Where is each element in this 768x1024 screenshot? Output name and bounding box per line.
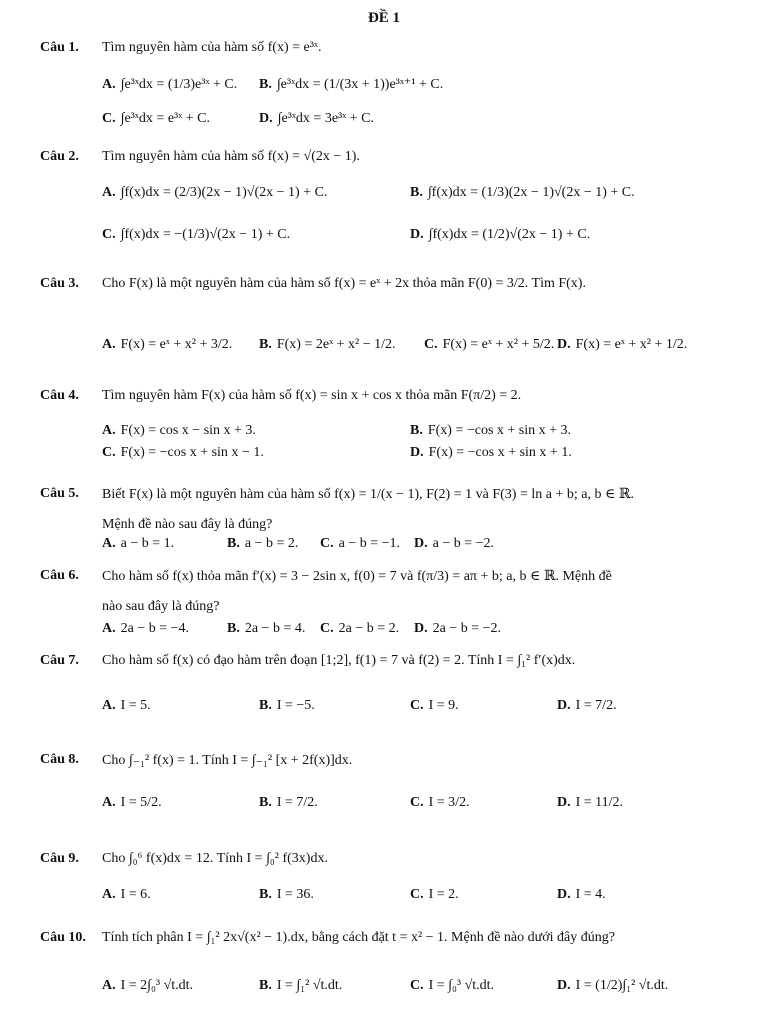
question-8 [40,748,740,772]
option-text: F(x) = eˣ + x² + 3/2. [120,337,233,352]
question-text: Tìm nguyên hàm của hàm số f(x) = e³ˣ. [102,40,322,55]
option-label: B. [259,77,272,92]
option-label: B. [227,621,240,636]
question-text: Cho hàm số f(x) thỏa mãn f′(x) = 3 − 2sin x, f(0) = 7 và f(π/3) = aπ + b; a, b ∈ ℝ. Mệnh đề [102,568,612,584]
question-9 [40,847,740,871]
question-4 [40,384,740,408]
option-text: F(x) = −cos x + sin x + 1. [428,445,572,460]
question-3 [40,272,740,296]
option-text: a − b = 1. [120,536,175,551]
option-label: C. [102,445,116,460]
option-text: I = 5/2. [120,795,162,810]
option-text: I = ∫₁² √t.dt. [276,978,343,993]
options-row [102,334,722,356]
option-text: ∫e³ˣdx = (1/(3x + 1))e³ˣ⁺¹ + C. [276,77,444,92]
question-number: Câu 7. [40,653,79,668]
question-5 [40,482,740,536]
question-text-continued: nào sau đây là đúng? [102,599,220,614]
options-row [102,884,722,906]
question-text: Biết F(x) là một nguyên hàm của hàm số f(x) = 1/(x − 1), F(2) = 1 và F(3) = ln a + b; a, b ∈ ℝ. [102,486,634,502]
option-label: D. [410,227,424,242]
option-label: D. [259,111,273,126]
option-text: I = 7/2. [276,795,318,810]
option-text: 2a − b = −2. [432,621,502,636]
option-label: D. [414,621,428,636]
option-label: A. [102,77,116,92]
option-label: A. [102,423,116,438]
question-number: Câu 6. [40,568,79,583]
option-text: F(x) = −cos x + sin x − 1. [120,445,264,460]
option-text: I = 36. [276,887,314,902]
option-label: D. [557,698,571,713]
option-text: 2a − b = 4. [244,621,306,636]
option-label: B. [410,185,423,200]
option-text: I = ∫₀³ √t.dt. [428,978,495,993]
option-label: A. [102,536,116,551]
option-text: I = 6. [120,887,151,902]
option-label: A. [102,698,116,713]
options-row [102,618,722,640]
option-text: I = 11/2. [575,795,624,810]
question-number: Câu 5. [40,486,79,501]
option-label: C. [320,621,334,636]
option-text: ∫e³ˣdx = 3e³ˣ + C. [277,111,375,126]
question-1 [40,36,740,60]
option-text: I = (1/2)∫₁² √t.dt. [575,978,669,993]
question-10 [40,926,740,950]
option-text: ∫f(x)dx = (1/2)√(2x − 1) + C. [428,227,591,242]
option-label: B. [259,887,272,902]
question-text-continued: Mệnh đề nào sau đây là đúng? [102,517,273,532]
option-text: I = 2∫₀³ √t.dt. [120,978,194,993]
options-row [102,533,722,555]
option-text: ∫f(x)dx = −(1/3)√(2x − 1) + C. [120,227,291,242]
option-label: B. [259,698,272,713]
option-label: C. [102,227,116,242]
question-number: Câu 3. [40,276,79,291]
exam-title: ĐỀ 1 [367,10,401,26]
option-text: F(x) = 2eˣ + x² − 1/2. [276,337,396,352]
option-text: a − b = −2. [432,536,495,551]
option-label: C. [410,887,424,902]
question-text: Tìm nguyên hàm F(x) của hàm số f(x) = sin x + cos x thỏa mãn F(π/2) = 2. [102,388,522,403]
question-number: Câu 10. [40,930,86,945]
option-label: A. [102,185,116,200]
option-label: A. [102,978,116,993]
option-label: B. [227,536,240,551]
option-text: I = 9. [428,698,459,713]
option-label: C. [410,795,424,810]
option-label: D. [410,445,424,460]
option-label: D. [557,887,571,902]
option-label: C. [410,698,424,713]
options-row [102,442,722,464]
option-text: F(x) = eˣ + x² + 1/2. [575,337,688,352]
option-text: F(x) = eˣ + x² + 5/2. [442,337,555,352]
question-number: Câu 1. [40,40,79,55]
option-text: I = 4. [575,887,606,902]
question-text: Tính tích phân I = ∫₁² 2x√(x² − 1).dx, bằng cách đặt t = x² − 1. Mệnh đề nào dưới đây đúng? [102,930,615,945]
question-text: Tìm nguyên hàm của hàm số f(x) = √(2x − 1). [102,149,360,164]
option-text: ∫f(x)dx = (1/3)(2x − 1)√(2x − 1) + C. [427,185,635,200]
option-label: B. [410,423,423,438]
options-row [102,182,722,204]
option-text: I = 5. [120,698,151,713]
options-row [102,975,722,997]
option-text: 2a − b = 2. [338,621,400,636]
question-text: Cho ∫₋₁² f(x) = 1. Tính I = ∫₋₁² [x + 2f(x)]dx. [102,752,353,768]
option-label: C. [102,111,116,126]
options-row [102,695,722,717]
option-text: F(x) = −cos x + sin x + 3. [427,423,572,438]
question-number: Câu 4. [40,388,79,403]
option-label: C. [320,536,334,551]
question-number: Câu 2. [40,149,79,164]
option-text: ∫e³ˣdx = (1/3)e³ˣ + C. [120,77,238,92]
option-text: F(x) = cos x − sin x + 3. [120,423,256,438]
question-number: Câu 8. [40,752,79,767]
option-text: a − b = −1. [338,536,401,551]
option-label: B. [259,337,272,352]
options-row [102,792,722,814]
option-label: A. [102,621,116,636]
option-text: I = 7/2. [575,698,617,713]
option-label: B. [259,795,272,810]
option-label: D. [414,536,428,551]
option-label: B. [259,978,272,993]
option-text: I = 3/2. [428,795,470,810]
options-row [102,108,722,130]
option-label: C. [410,978,424,993]
option-text: 2a − b = −4. [120,621,190,636]
question-text: Cho ∫₀⁶ f(x)dx = 12. Tính I = ∫₀² f(3x)dx. [102,851,328,866]
option-label: A. [102,795,116,810]
question-6 [40,564,740,618]
options-row [102,420,722,442]
question-number: Câu 9. [40,851,79,866]
option-label: D. [557,337,571,352]
option-text: I = 2. [428,887,459,902]
option-text: ∫f(x)dx = (2/3)(2x − 1)√(2x − 1) + C. [120,185,328,200]
question-2 [40,145,740,169]
options-row [102,224,722,246]
option-label: A. [102,887,116,902]
question-7 [40,649,740,673]
option-label: D. [557,795,571,810]
option-label: D. [557,978,571,993]
option-text: ∫e³ˣdx = e³ˣ + C. [120,111,211,126]
option-text: a − b = 2. [244,536,299,551]
option-label: C. [424,337,438,352]
options-row [102,74,722,96]
question-text: Cho hàm số f(x) có đạo hàm trên đoạn [1;2], f(1) = 7 và f(2) = 2. Tính I = ∫₁² f′(x)dx. [102,653,576,668]
option-label: A. [102,337,116,352]
option-text: I = −5. [276,698,315,713]
question-text: Cho F(x) là một nguyên hàm của hàm số f(x) = eˣ + 2x thỏa mãn F(0) = 3/2. Tìm F(x). [102,276,586,291]
